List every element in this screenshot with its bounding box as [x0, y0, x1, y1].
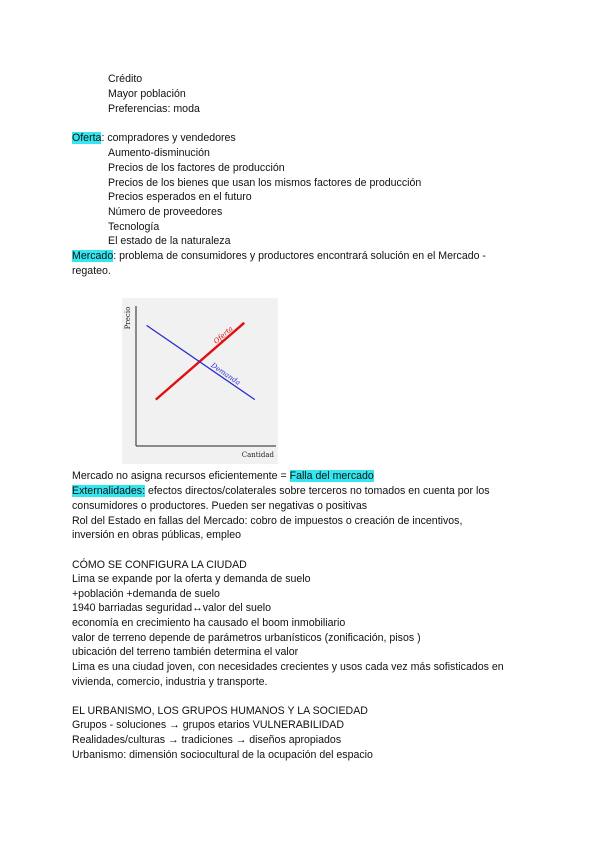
list-item: Mayor población	[108, 88, 186, 100]
text-line: vivienda, comercio, industria y transporte.	[72, 676, 268, 688]
text-line: economía en crecimiento ha causado el boom inmobiliario	[72, 617, 346, 629]
text-line: Lima es una ciudad joven, con necesidades crecientes y usos cada vez más sofisticados en	[72, 661, 504, 673]
externalidades-line	[72, 484, 490, 499]
text-line: +población +demanda de suelo	[72, 588, 220, 600]
section-heading: EL URBANISMO, LOS GRUPOS HUMANOS Y LA SOCIEDAD	[72, 705, 368, 717]
list-item: Aumento-disminución	[108, 147, 210, 159]
falla-text: Mercado no asigna recursos eficientemente =	[72, 470, 290, 482]
list-item: Preferencias: moda	[108, 103, 200, 115]
text-line: valor de terreno depende de parámetros urbanísticos (zonificación, pisos )	[72, 632, 421, 644]
series-label-demanda: Demanda	[209, 361, 242, 388]
externalidades-text: efectos directos/colaterales sobre terceros no tomados en cuenta por los	[145, 485, 490, 497]
falla-highlight: Falla del mercado	[289, 470, 374, 482]
series-label-oferta: Oferta	[212, 324, 235, 346]
list-item: El estado de la naturaleza	[108, 235, 231, 247]
list-item: Número de proveedores	[108, 206, 223, 218]
oferta-definition	[72, 131, 236, 146]
mercado-text-continued: regateo.	[72, 265, 111, 277]
externalidades-text-continued: consumidores o productores. Pueden ser negativas o positivas	[72, 500, 368, 512]
mercado-definition	[72, 249, 486, 264]
y-axis-label: Precio	[124, 306, 132, 330]
text-line: Urbanismo: dimensión sociocultural de la ocupación del espacio	[72, 749, 373, 761]
series-layer	[147, 323, 255, 400]
list-item: Precios esperados en el futuro	[108, 191, 252, 203]
mercado-text: : problema de consumidores y productores encontrará solución en el Mercado -	[113, 250, 486, 262]
list-item: Precios de los bienes que usan los mismos factores de producción	[108, 177, 422, 189]
rol-estado-line-continued: inversión en obras públicas, empleo	[72, 529, 242, 541]
series-line-demanda	[147, 325, 255, 399]
text-line: Grupos - soluciones → grupos etarios VULNERABILIDAD	[72, 719, 345, 731]
externalidades-term: Externalidades:	[72, 485, 146, 497]
chart-canvas	[122, 298, 278, 464]
series-line-oferta	[156, 323, 244, 400]
supply-demand-chart	[122, 298, 278, 464]
section-heading: CÓMO SE CONFIGURA LA CIUDAD	[72, 559, 247, 571]
oferta-text: : compradores y vendedores	[101, 132, 236, 144]
text-line: Realidades/culturas → tradiciones → diseños apropiados	[72, 734, 342, 746]
text-line: Lima se expande por la oferta y demanda de suelo	[72, 573, 311, 585]
text-line: ubicación del terreno también determina el valor	[72, 646, 299, 658]
mercado-term: Mercado	[72, 250, 114, 262]
list-item: Crédito	[108, 73, 143, 85]
oferta-term: Oferta	[72, 132, 102, 144]
text-line: 1940 barriadas seguridad↔valor del suelo	[72, 602, 272, 614]
rol-estado-line: Rol del Estado en fallas del Mercado: cobro de impuestos o creación de incentivos,	[72, 515, 463, 527]
list-item: Tecnología	[108, 221, 160, 233]
x-axis-label: Cantidad	[241, 451, 274, 459]
list-item: Precios de los factores de producción	[108, 162, 285, 174]
falla-line	[72, 469, 374, 484]
